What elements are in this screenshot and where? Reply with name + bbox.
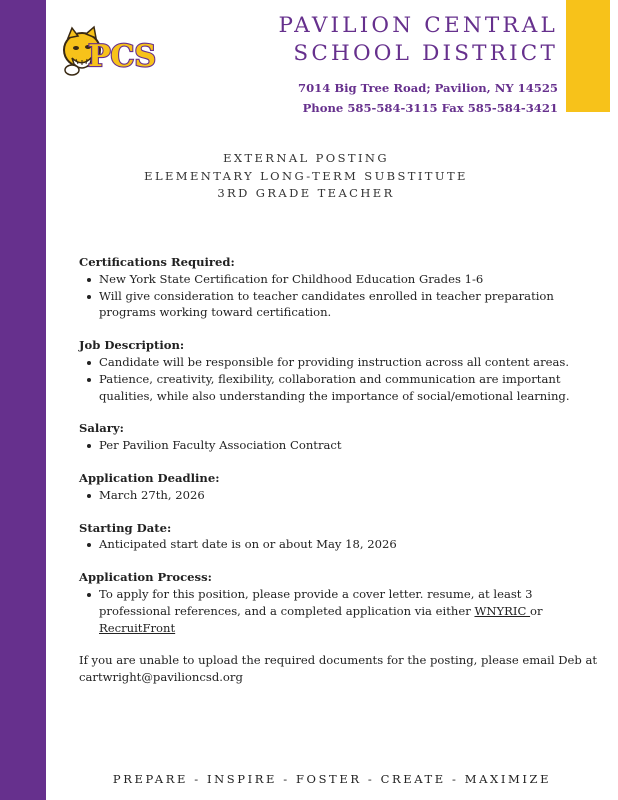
gold-accent-bar — [566, 0, 610, 112]
cougar-mascot-icon — [62, 24, 162, 80]
section-title: Certifications Required: — [79, 255, 235, 269]
phone-fax: Phone 585-584-3115 Fax 585-584-3421 — [302, 101, 558, 115]
starting-date-section — [79, 520, 599, 554]
contact-info — [298, 78, 558, 118]
list-item — [79, 586, 599, 636]
address: 7014 Big Tree Road; Pavilion, NY 14525 — [298, 81, 558, 95]
posting-grade: 3RD GRADE TEACHER — [217, 186, 395, 200]
pcs-logo — [62, 24, 162, 80]
logo-letters: PCS — [87, 39, 157, 74]
job-description-section — [79, 337, 599, 404]
process-joiner: or — [530, 603, 543, 618]
posting-type: EXTERNAL POSTING — [223, 151, 389, 165]
wnyric-link[interactable]: WNYRIC — [474, 603, 531, 618]
application-process-section — [79, 569, 599, 636]
closing-note: If you are unable to upload the required documents for the posting, please email Deb at cartwright@pavilioncsd.org — [79, 653, 598, 685]
section-title: Starting Date: — [79, 520, 172, 535]
section-title: Application Process: — [79, 570, 212, 585]
district-name-line2: SCHOOL DISTRICT — [293, 41, 558, 66]
list-item: Will give consideration to teacher candidates enrolled in teacher preparation programs working toward certification. — [79, 288, 599, 322]
list-item: Per Pavilion Faculty Association Contract — [79, 437, 599, 454]
list-item: Patience, creativity, flexibility, collaboration and communication are important qualities, while also understanding the importance of social/emotional learning. — [79, 371, 599, 405]
process-text: To apply for this position, please provide a cover letter. resume, at least 3 professional references, and a completed application via either — [99, 586, 533, 618]
left-purple-band — [0, 0, 46, 800]
district-name-line1: PAVILION CENTRAL — [278, 13, 558, 38]
list-item: March 27th, 2026 — [79, 487, 599, 504]
list-item: New York State Certification for Childhood Education Grades 1-6 — [79, 271, 599, 288]
list-item: Candidate will be responsible for providing instruction across all content areas. — [79, 354, 599, 371]
posting-position: ELEMENTARY LONG-TERM SUBSTITUTE — [144, 168, 468, 183]
deadline-section — [79, 470, 599, 504]
salary-section — [79, 420, 599, 454]
list-item: Anticipated start date is on or about May 18, 2026 — [79, 536, 599, 553]
district-name — [258, 12, 558, 68]
footer-motto: PREPARE - INSPIRE - FOSTER - CREATE - MAXIMIZE — [112, 772, 552, 786]
posting-title — [46, 150, 566, 203]
section-title: Job Description: — [79, 338, 185, 353]
posting-body — [79, 254, 599, 686]
recruitfront-link[interactable]: RecruitFront — [99, 620, 176, 635]
section-title: Application Deadline: — [79, 470, 220, 485]
section-title: Salary: — [79, 421, 124, 436]
certifications-section — [79, 254, 599, 321]
